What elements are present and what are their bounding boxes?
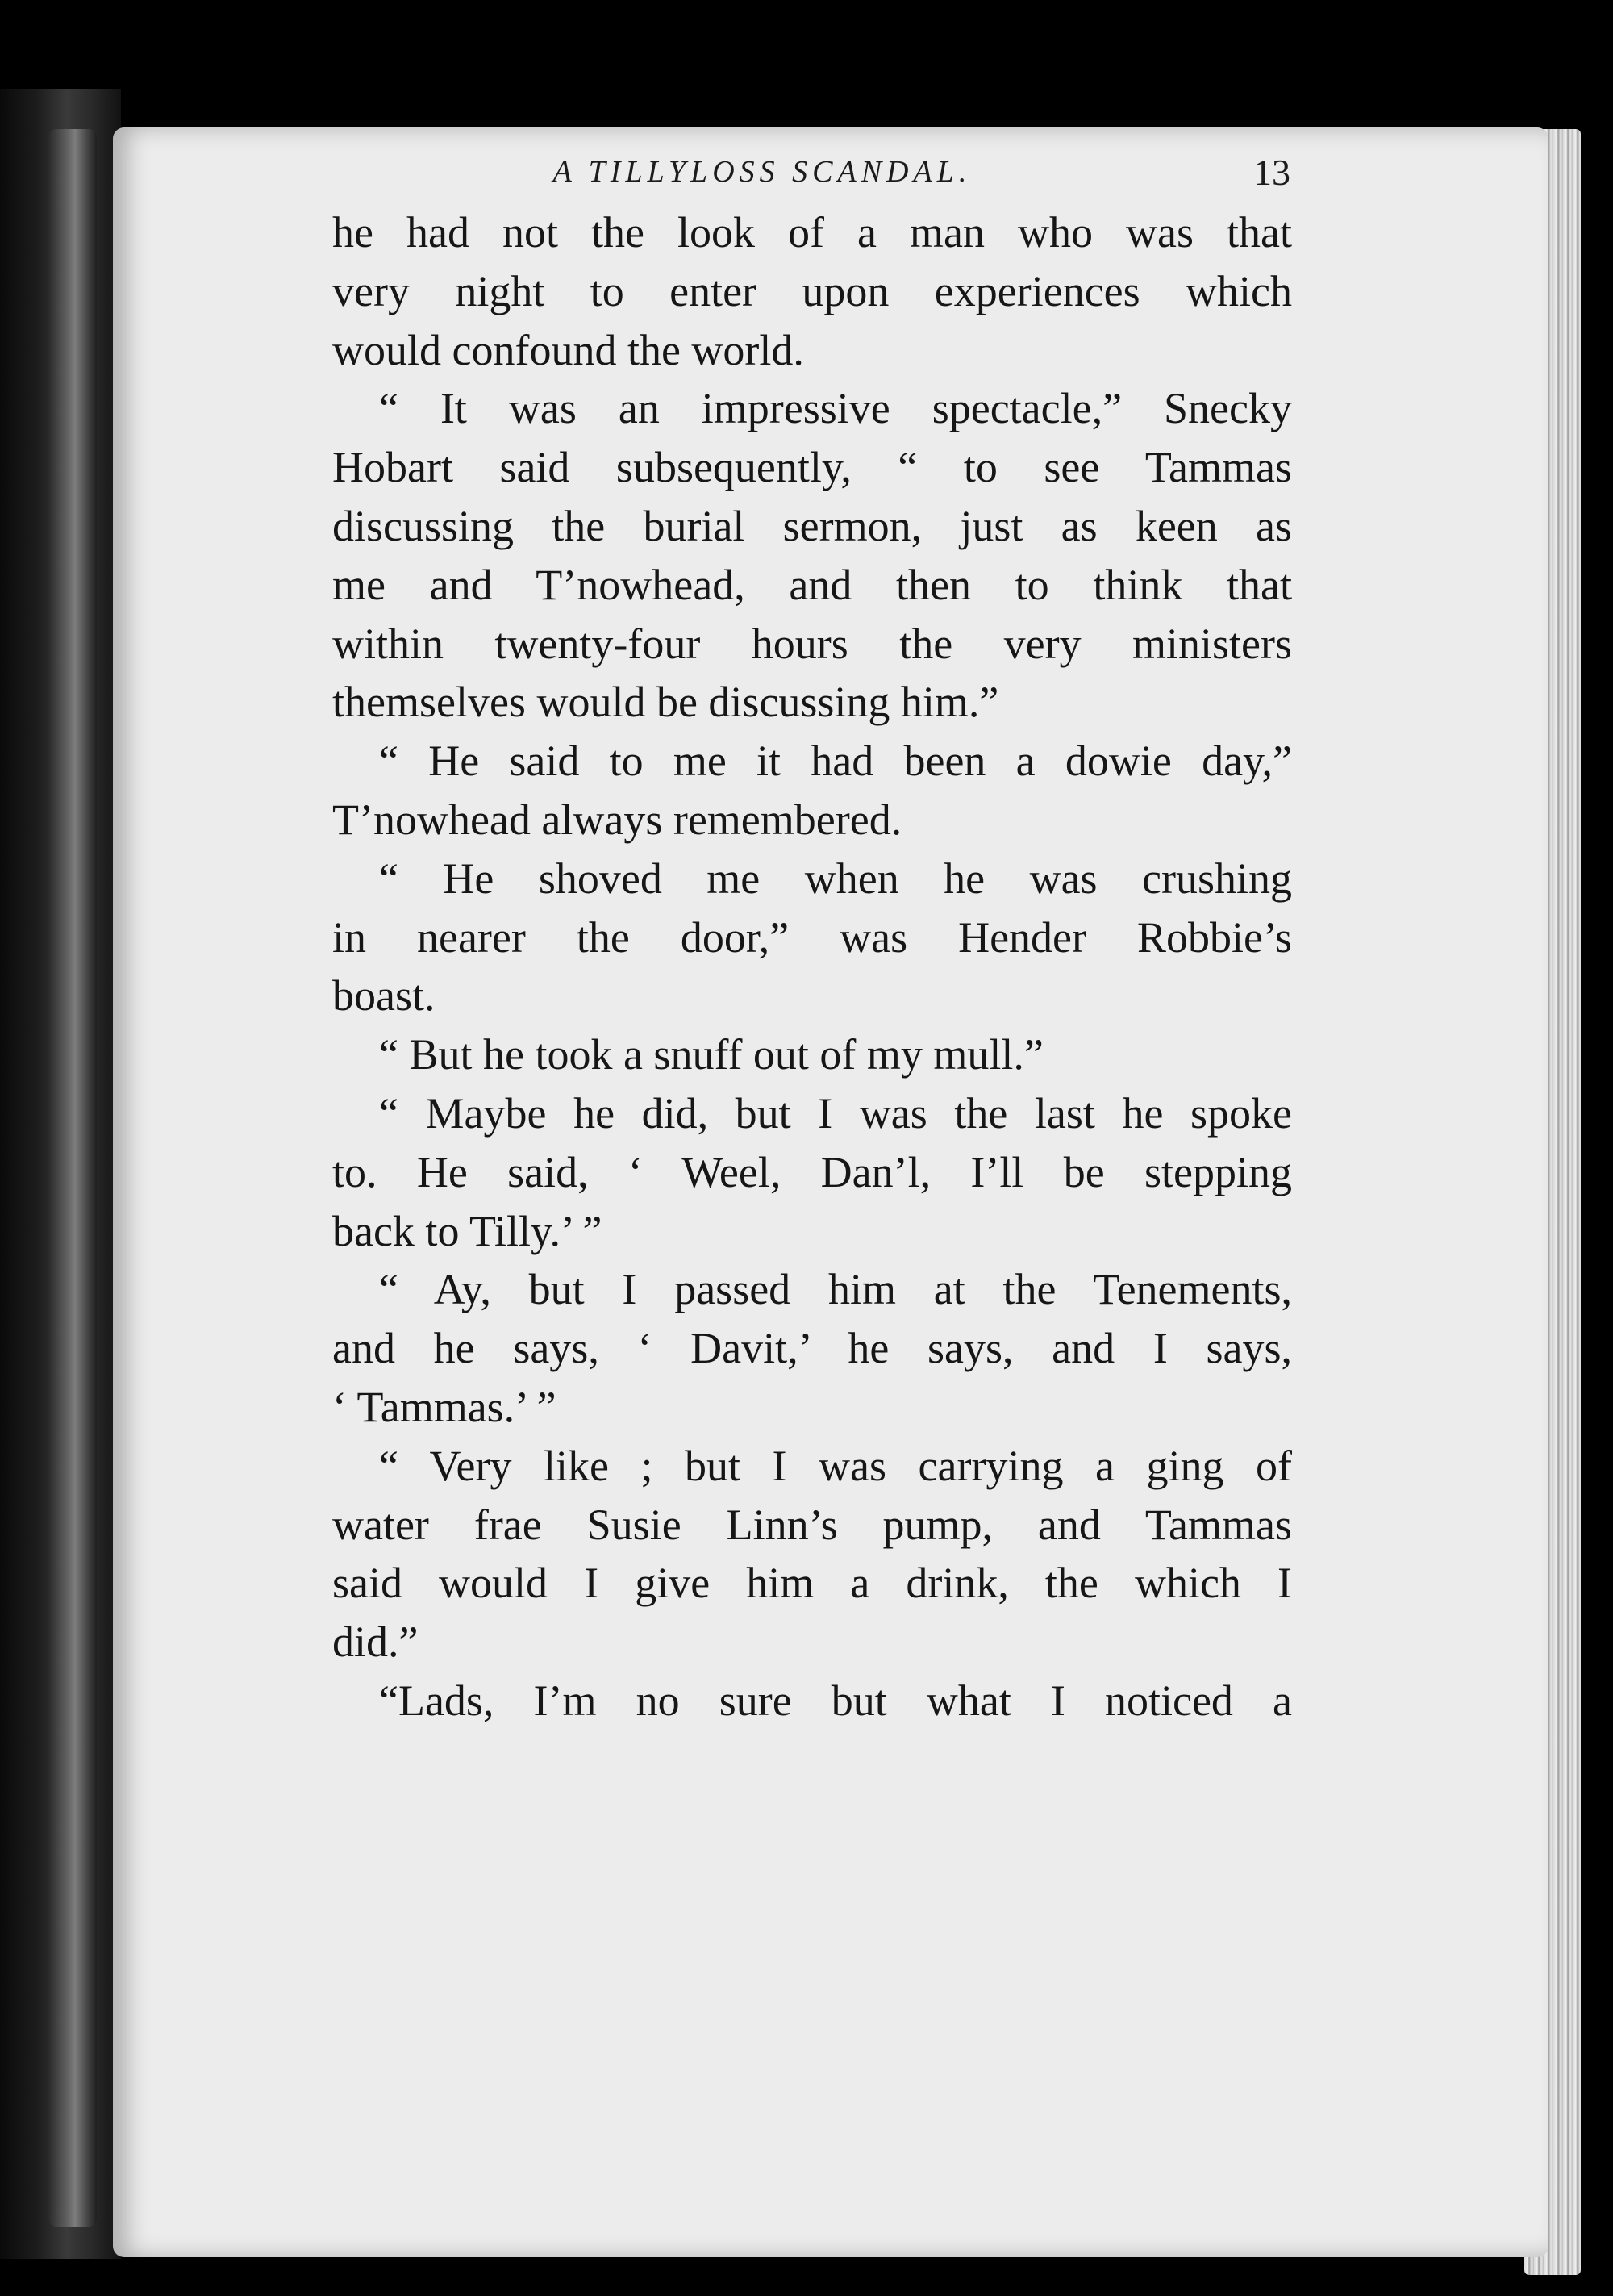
text-line: very night to enter upon experiences which xyxy=(332,266,1292,315)
text-line: “ He shoved me when he was crushing xyxy=(379,854,1292,903)
text-line: to. He said, ‘ Weel, Dan’l, I’ll be stepping xyxy=(332,1147,1292,1196)
text-line: within twenty-four hours the very ministers xyxy=(332,619,1292,668)
text-line: “ But he took a snuff out of my mull.” xyxy=(379,1030,1044,1079)
text-line: and he says, ‘ Davit,’ he says, and I says, xyxy=(332,1324,1292,1373)
text-line: “ He said to me it had been a dowie day,” xyxy=(379,737,1292,786)
text-line: discussing the burial sermon, just as keen as xyxy=(332,501,1292,550)
text-line: he had not the look of a man who was that xyxy=(332,208,1292,257)
binding-gutter xyxy=(48,129,97,2227)
text-line: boast. xyxy=(332,971,436,1021)
page-number: 13 xyxy=(1253,152,1290,193)
text-line: would confound the world. xyxy=(332,325,804,374)
text-line: said would I give him a drink, the which I xyxy=(332,1559,1292,1608)
text-line: back to Tilly.’ ” xyxy=(332,1206,602,1255)
text-line: “ Very like ; but I was carrying a ging of xyxy=(379,1441,1292,1490)
text-line: T’nowhead always remembered. xyxy=(332,795,902,844)
text-line: “ Maybe he did, but I was the last he spoke xyxy=(379,1088,1292,1138)
text-line: “Lads, I’m no sure but what I noticed a xyxy=(379,1676,1292,1725)
text-line: ‘ Tammas.’ ” xyxy=(332,1382,556,1431)
running-title: A TILLYLOSS SCANDAL. xyxy=(552,155,972,189)
text-line: did.” xyxy=(332,1618,419,1667)
text-line: “ Ay, but I passed him at the Tenements, xyxy=(379,1265,1292,1314)
text-line: Hobart said subsequently, “ to see Tammas xyxy=(332,443,1292,492)
running-head xyxy=(452,151,1290,199)
text-line: water frae Susie Linn’s pump, and Tammas xyxy=(332,1500,1292,1549)
text-line: themselves would be discussing him.” xyxy=(332,678,999,727)
text-line: me and T’nowhead, and then to think that xyxy=(332,560,1292,609)
body-text xyxy=(332,203,1292,1978)
text-line: in nearer the door,” was Hender Robbie’s xyxy=(332,912,1292,962)
text-line: “ It was an impressive spectacle,” Snecky xyxy=(379,384,1292,433)
